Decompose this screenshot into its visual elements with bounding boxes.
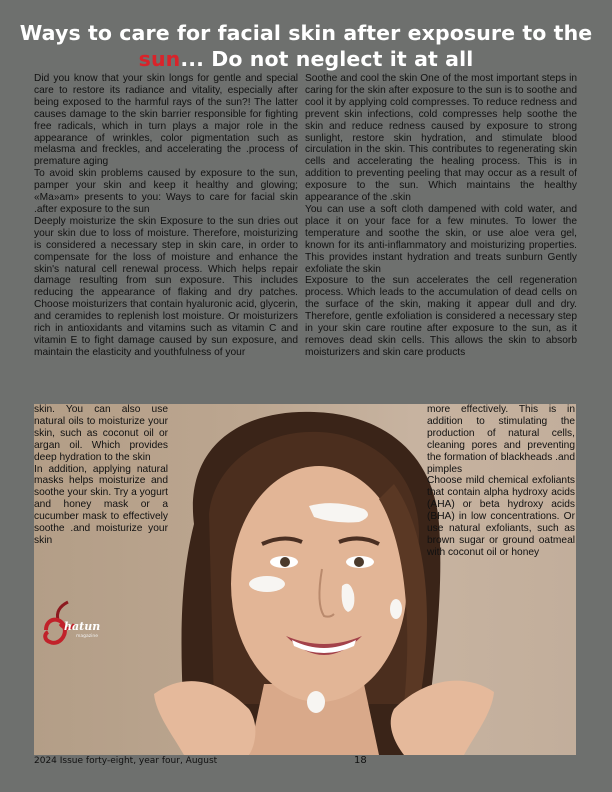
page-title: [0, 20, 612, 72]
right-column: [305, 73, 577, 359]
logo-subtitle: magazine: [76, 634, 98, 639]
paragraph: Did you know that your skin longs for gentle and special care to restore its radiance and vitality, especially after being exposed to the harmful rays of the sun?! The latter causes damage to the skin barrier responsible for fighting free radicals, which in turn plays a major role in the appearance of wrinkles, color pigmentation such as melasma and freckles, and accelerating the .process of premature aging: [34, 73, 298, 168]
logo-word: hatun: [64, 620, 101, 633]
paragraph: You can use a soft cloth dampened with cold water, and place it on your face for a few minutes. To lower the temperature and soothe the skin, or use aloe vera gel, known for its anti-inflammatory and moisturizing properties. This provides instant hydration and treats sunburn Gently exfoliate the skin: [305, 203, 577, 275]
left-column: [34, 73, 298, 359]
photo-overlay-right-text: [427, 404, 575, 559]
title-highlight: sun: [138, 47, 181, 71]
paragraph: In addition, applying natural masks helps moisturize and soothe your skin. Try a yogurt and honey mask or a cucumber mask to effectively soothe .and moisturize your skin: [34, 463, 168, 546]
title-part-1: Ways to care for facial skin after exposure to the: [19, 21, 593, 45]
article-photo: [34, 404, 576, 755]
paragraph: Choose mild chemical exfoliants that contain alpha hydroxy acids (AHA) or beta hydroxy acids (BHA) in low concentrations. Or use natural exfoliants, such as brown sugar or ground oatmeal with coconut oil or honey: [427, 475, 575, 558]
page-number: 18: [354, 755, 367, 766]
paragraph: To avoid skin problems caused by exposure to the sun, pamper your skin and keep it healthy and glowing; «Ma»am» presents to you: Ways to care for facial skin .after exposure to the sun: [34, 168, 298, 215]
footer-issue: 2024 Issue forty-eight, year four, August: [34, 756, 218, 766]
paragraph: Soothe and cool the skin One of the most important steps in caring for the skin after exposure to the sun is to soothe and cool it by applying cold compresses. To reduce redness and prevent skin infections, cold compresses help soothe the skin and reduce redness caused by exposure to strong sunlight, restore skin hydration, and stimulate blood circulation in the skin. This contributes to regenerating skin cells and accelerating the healing process. This is in addition to preventing peeling that may occur as a result of exposure to the sun. Which maintains the healthy appearance of the .skin: [305, 73, 577, 204]
paragraph: Deeply moisturize the skin Exposure to the sun dries out your skin due to loss of moisture. Therefore, moisturizing is considered a necessary step in skin care, in order to compensate for the loss of moisture and enhance the skin's natural cell renewal process. Which helps repair damage resulting from sun exposure. This includes reducing the appearance of flaking and dry patches. Choose moisturizers that contain hyaluronic acid, glycerin, and ceramides to replenish lost moisture. Or moisturizers rich in antioxidants and vitamins such as vitamin C and vitamin E to fight damage caused by sun exposure, and maintain the elasticity and youthfulness of your: [34, 215, 298, 358]
paragraph: Exposure to the sun accelerates the cell regeneration process. Which leads to the accumulation of dead cells on the surface of the skin, making it appear dull and dry. Therefore, gentle exfoliation is considered a necessary step in your skin care routine after exposure to the sun, as it removes dead skin cells. This allows the skin to absorb moisturizers and skin care products: [305, 275, 577, 358]
magazine-logo: [38, 600, 108, 650]
paragraph: more effectively. This is in addition to stimulating the production of natural cells, cleaning pores and preventing the formation of blackheads .and pimples: [427, 404, 575, 475]
photo-overlay-left-text: [34, 404, 168, 547]
title-part-2: ... Do not neglect it at all: [180, 47, 474, 71]
paragraph: skin. You can also use natural oils to moisturize your skin, such as coconut oil or argan oil. Which provides deep hydration to the skin: [34, 404, 168, 463]
